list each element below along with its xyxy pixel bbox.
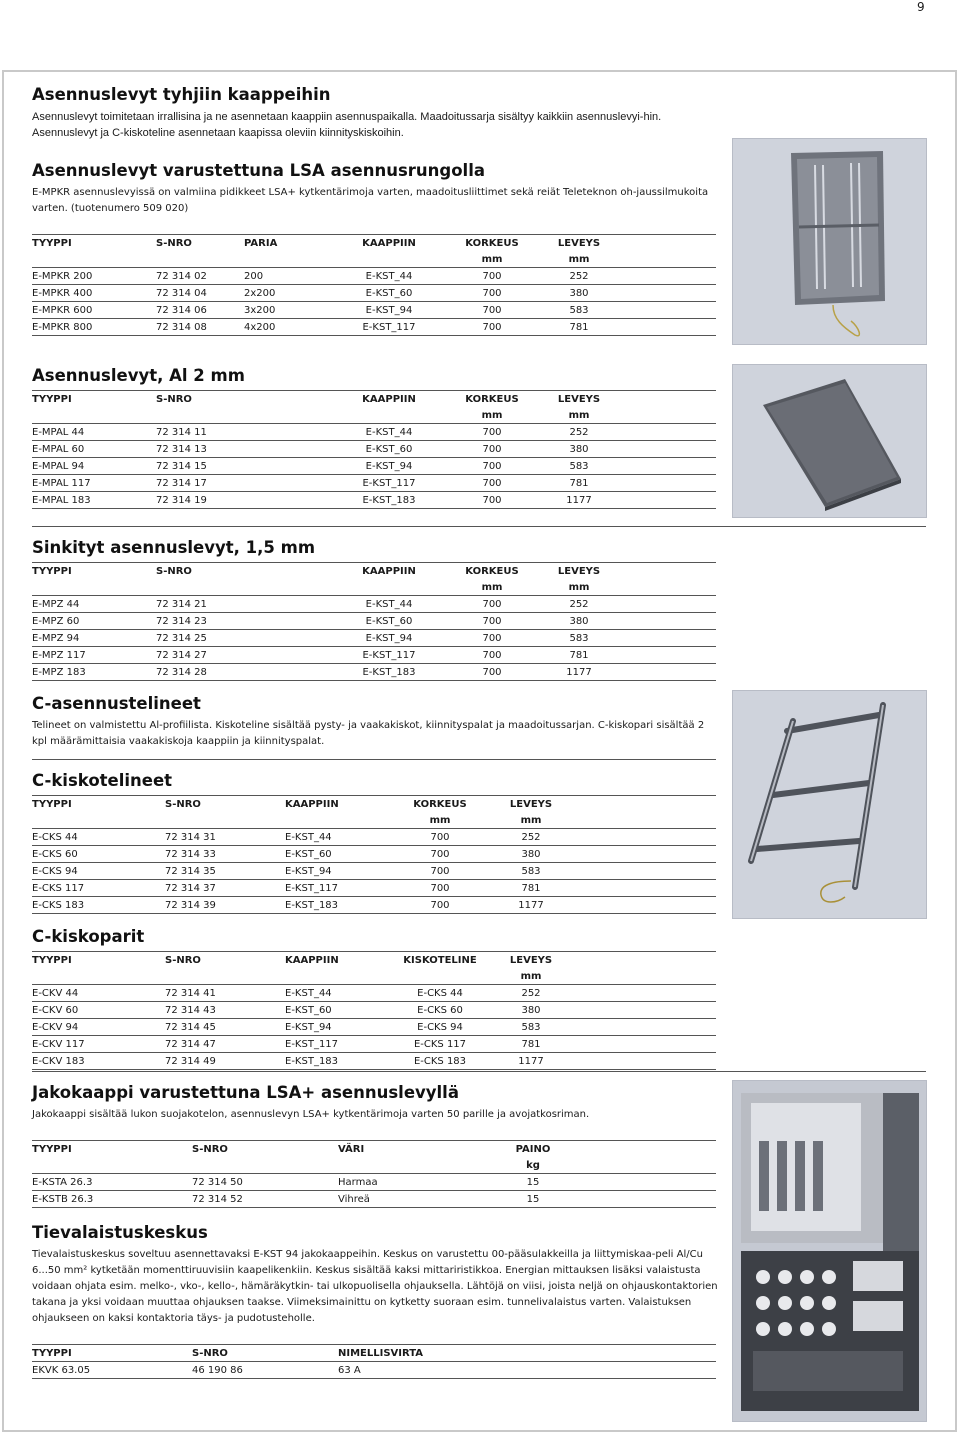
col-header: VÄRI <box>338 1141 488 1158</box>
section-text: E-MPKR asennuslevyissä on valmiina pidikkeet LSA+ kytkentärimoja varten, maadoitusliittimet sekä reiät Teleteknon oh-jaussilmukoita varten. (tuotenumero 509 020) <box>32 187 709 214</box>
cabinet-image <box>733 1081 926 1421</box>
col-header: LEVEYS <box>542 235 616 252</box>
col-header: KAAPPIIN <box>336 391 442 408</box>
col-header: TYYPPI <box>32 391 156 408</box>
section-text: Telineet on valmistettu Al-profiilista. Kiskoteline sisältää pysty- ja vaakakiskot, kiinnityspalat ja maadoitussarjan. C-kiskopari sisältää 2 kpl määrämittaisia vaakakiskoja kaappiin ja kiinnityspalat. <box>32 720 705 747</box>
table-row: E-CKS 44 72 314 31 E-KST_44 700 252 <box>32 829 716 846</box>
col-header: PARIA <box>244 235 336 252</box>
divider <box>32 1071 926 1072</box>
col-header: LEVEYS <box>542 563 616 580</box>
col-header: S-NRO <box>156 235 244 252</box>
section-title: Tievalaistuskeskus <box>32 1223 208 1242</box>
unit-label: mm <box>542 579 616 596</box>
section-title: Asennuslevyt tyhjiin kaappeihin <box>32 85 331 104</box>
table-row: E-CKS 94 72 314 35 E-KST_94 700 583 <box>32 863 716 880</box>
col-header: PAINO <box>488 1141 578 1158</box>
unit-label: mm <box>391 812 489 829</box>
col-header: KORKEUS <box>391 796 489 813</box>
table-lsa-plates <box>32 234 716 336</box>
table-row: E-MPZ 60 72 314 23 E-KST_60 700 380 <box>32 613 716 630</box>
table-row: E-MPKR 200 72 314 02 200 E-KST_44 700 252 <box>32 268 716 285</box>
section-text: Asennuslevyt toimitetaan irrallisina ja ne asennetaan kaappiin asennuspaikalla. Maadoitussarja sisältyy kaikkiin asennuslevyi-hin. Asennuslevyt ja C-kiskoteline asennetaan kaapissa oleviin kiinnityskiskoihin. <box>32 111 662 139</box>
page-number: 9 <box>917 0 925 14</box>
table-row: E-MPZ 94 72 314 25 E-KST_94 700 583 <box>32 630 716 647</box>
table-c-rail-pairs <box>32 951 716 1070</box>
table-row: E-MPKR 400 72 314 04 2x200 E-KST_60 700 380 <box>32 285 716 302</box>
table-row: E-CKV 183 72 314 49 E-KST_183 E-CKS 183 1177 <box>32 1053 716 1070</box>
table-row: E-CKV 117 72 314 47 E-KST_117 E-CKS 117 781 <box>32 1036 716 1053</box>
section-c-racks <box>32 693 722 750</box>
section-c-rail-racks <box>32 770 716 792</box>
al-plate-photo <box>732 364 927 518</box>
table-row: E-MPAL 60 72 314 13 E-KST_60 700 380 <box>32 441 716 458</box>
col-header: KAAPPIIN <box>336 563 442 580</box>
col-header: KORKEUS <box>442 391 542 408</box>
table-unit-row <box>32 251 716 268</box>
section-text: Jakokaappi sisältää lukon suojakotelon, asennuslevyn LSA+ kytkentärimoja varten 50 parille ja avojatkosriman. <box>32 1109 590 1120</box>
unit-label: mm <box>542 251 616 268</box>
section-al-plates <box>32 365 716 387</box>
section-title: C-kiskotelineet <box>32 771 173 790</box>
lsa-plate-photo <box>732 138 927 345</box>
table-row: E-MPZ 117 72 314 27 E-KST_117 700 781 <box>32 647 716 664</box>
section-road-lighting-centre <box>32 1222 722 1327</box>
col-header: S-NRO <box>192 1345 338 1362</box>
col-header: TYYPPI <box>32 1345 192 1362</box>
col-header: LEVEYS <box>489 952 573 969</box>
col-header: TYYPPI <box>32 1141 192 1158</box>
table-row: E-KSTB 26.3 72 314 52 Vihreä 15 <box>32 1191 716 1208</box>
table-row: E-MPZ 183 72 314 28 E-KST_183 700 1177 <box>32 664 716 681</box>
col-header: S-NRO <box>165 952 285 969</box>
table-distribution-cabinet <box>32 1140 716 1208</box>
section-title: Asennuslevyt varustettuna LSA asennusrungolla <box>32 161 485 180</box>
col-header: KISKOTELINE <box>391 952 489 969</box>
col-header: KAAPPIIN <box>336 235 442 252</box>
section-title: C-kiskoparit <box>32 927 145 946</box>
col-header: KORKEUS <box>442 235 542 252</box>
col-header: S-NRO <box>156 391 336 408</box>
col-header: KAAPPIIN <box>285 952 391 969</box>
table-row: E-CKS 117 72 314 37 E-KST_117 700 781 <box>32 880 716 897</box>
unit-label: mm <box>489 812 573 829</box>
table-row: E-CKV 94 72 314 45 E-KST_94 E-CKS 94 583 <box>32 1019 716 1036</box>
unit-label: kg <box>488 1157 578 1174</box>
col-header: TYYPPI <box>32 796 165 813</box>
unit-label: mm <box>442 579 542 596</box>
table-row: E-MPAL 44 72 314 11 E-KST_44 700 252 <box>32 424 716 441</box>
table-road-lighting-centre <box>32 1344 716 1379</box>
table-row: E-KSTA 26.3 72 314 50 Harmaa 15 <box>32 1174 716 1191</box>
col-header: S-NRO <box>156 563 336 580</box>
table-c-rail-racks <box>32 795 716 914</box>
col-header: TYYPPI <box>32 235 156 252</box>
col-header: S-NRO <box>165 796 285 813</box>
table-row: E-MPAL 117 72 314 17 E-KST_117 700 781 <box>32 475 716 492</box>
table-row: E-CKV 60 72 314 43 E-KST_60 E-CKS 60 380 <box>32 1002 716 1019</box>
divider <box>32 526 926 527</box>
section-lsa-plates <box>32 160 716 217</box>
section-text: Tievalaistuskeskus soveltuu asennettavaksi E-KST 94 jakokaappeihin. Keskus on varustettu 00-pääsulakkeilla ja liittymiskaa-peli Al/Cu 6...50 mm² kytketään momenttiruuvisiin kaapelikenkiin. Keskus sisältää kaksi mittariristikkoa. Energian mittauksen lisäksi valaistusta voidaan ohjata esim. melko-, vko-, kello-, hämäräkytkin- tai ulkopuolisella ohjauksella. Lähtöjä on viisi, joista neljä on ohjauskontaktorien takana ja yksi voidaan muuttaa ohjauksen taakse. Viimeksimainittu on kytketty suoraan esim. tunnelivalaistus varten. Valaistuksen ohjaukseen on kaksi kontaktoria täys- ja pudotusteholle. <box>32 1249 718 1324</box>
table-row: E-MPAL 94 72 314 15 E-KST_94 700 583 <box>32 458 716 475</box>
section-zinc-plates <box>32 537 716 559</box>
col-header: LEVEYS <box>489 796 573 813</box>
col-header: NIMELLISVIRTA <box>338 1345 488 1362</box>
section-distribution-cabinet <box>32 1082 716 1123</box>
unit-label: mm <box>489 968 573 985</box>
col-header: S-NRO <box>192 1141 338 1158</box>
table-row: E-CKS 60 72 314 33 E-KST_60 700 380 <box>32 846 716 863</box>
table-row: E-MPAL 183 72 314 19 E-KST_183 700 1177 <box>32 492 716 509</box>
table-row: E-CKS 183 72 314 39 E-KST_183 700 1177 <box>32 897 716 914</box>
section-title: Sinkityt asennuslevyt, 1,5 mm <box>32 538 316 557</box>
table-row: E-MPKR 800 72 314 08 4x200 E-KST_117 700 781 <box>32 319 716 336</box>
unit-label: mm <box>542 407 616 424</box>
col-header: LEVEYS <box>542 391 616 408</box>
divider <box>32 759 716 760</box>
col-header: KORKEUS <box>442 563 542 580</box>
lsa-plate-image <box>733 139 926 344</box>
al-plate-image <box>733 365 926 517</box>
table-row: EKVK 63.05 46 190 86 63 A <box>32 1362 716 1379</box>
cabinet-photo <box>732 1080 927 1422</box>
table-header-row <box>32 235 716 252</box>
table-row: E-MPKR 600 72 314 06 3x200 E-KST_94 700 583 <box>32 302 716 319</box>
section-title: Asennuslevyt, Al 2 mm <box>32 366 245 385</box>
table-row: E-MPZ 44 72 314 21 E-KST_44 700 252 <box>32 596 716 613</box>
unit-label: mm <box>442 251 542 268</box>
table-zinc-plates <box>32 562 716 681</box>
section-title: Jakokaappi varustettuna LSA+ asennuslevyllä <box>32 1083 459 1102</box>
col-header: TYYPPI <box>32 563 156 580</box>
section-empty-cabinet-plates <box>32 84 722 141</box>
unit-label: mm <box>442 407 542 424</box>
c-rack-image <box>733 691 926 918</box>
table-al-plates <box>32 390 716 509</box>
col-header: KAAPPIIN <box>285 796 391 813</box>
table-row: E-CKV 44 72 314 41 E-KST_44 E-CKS 44 252 <box>32 985 716 1002</box>
c-rack-photo <box>732 690 927 919</box>
col-header: TYYPPI <box>32 952 165 969</box>
section-title: C-asennustelineet <box>32 694 201 713</box>
section-c-rail-pairs <box>32 926 716 948</box>
